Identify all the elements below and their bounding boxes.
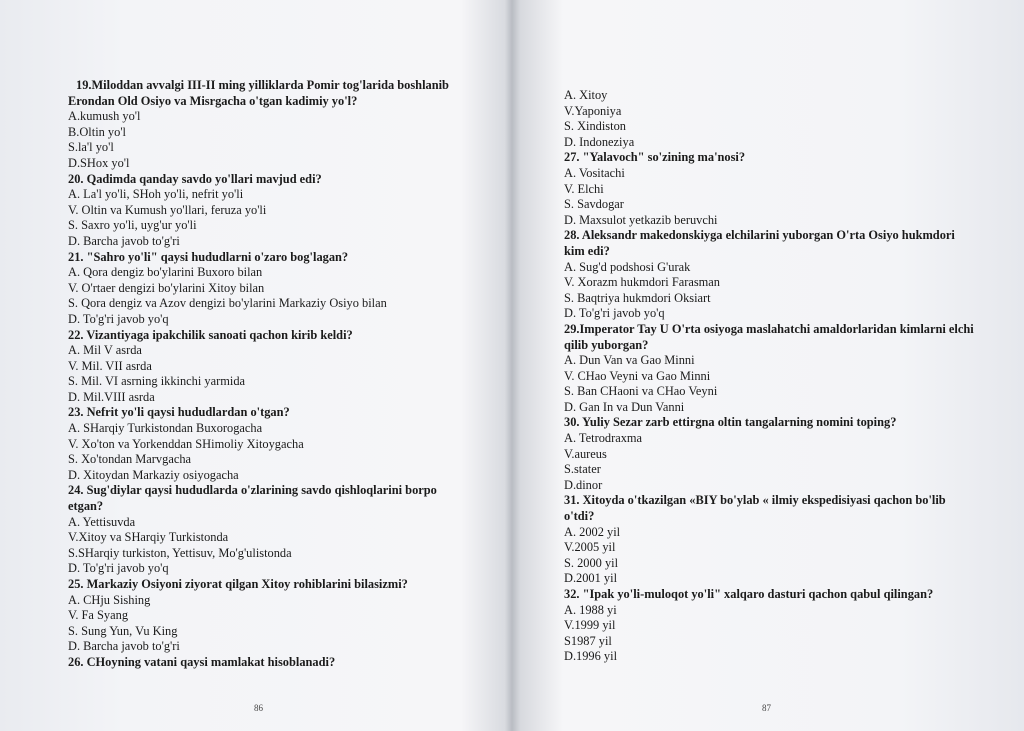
question-title: 21. "Sahro yo'li" qaysi hududlarni o'zaro bog'lagan? bbox=[68, 249, 349, 264]
answer-option: D. Xitoydan Markaziy osiyogacha bbox=[68, 467, 239, 482]
answer-option: V.Xitoy va SHarqiy Turkistonda bbox=[68, 530, 229, 545]
question-title: 20. Qadimda qanday savdo yo'llari mavjud edi? bbox=[68, 171, 322, 186]
question-title: 19.Miloddan avvalgi III-II ming yilliklarda Pomir tog'larida boshlanib Erondan Old Osiyo va Misrgacha o'tgan kadimiy yo'l? bbox=[68, 78, 449, 108]
answer-option: V. O'rtaer dengizi bo'ylarini Xitoy bilan bbox=[68, 280, 265, 295]
question-title: 26. CHoyning vatani qaysi mamlakat hisoblanadi? bbox=[68, 654, 336, 669]
answer-option: A. Sug'd podshosi G'urak bbox=[564, 259, 691, 274]
answer-option: V. Xorazm hukmdori Farasman bbox=[564, 275, 721, 290]
answer-option: S.stater bbox=[564, 462, 601, 477]
answer-option: A. Mil V asrda bbox=[68, 343, 142, 358]
answer-option: A. Qora dengiz bo'ylarini Buxoro bilan bbox=[68, 265, 263, 280]
answer-option: D.dinor bbox=[564, 477, 603, 492]
answer-option: A. Xitoy bbox=[564, 88, 608, 102]
answer-option: A. Dun Van va Gao Minni bbox=[564, 353, 695, 368]
answer-option: A. CHju Sishing bbox=[68, 592, 151, 607]
left-page-content bbox=[68, 78, 468, 671]
answer-option: S. Baqtriya hukmdori Oksiart bbox=[564, 290, 711, 305]
answer-option: D. Barcha javob to'g'ri bbox=[68, 233, 180, 248]
answer-option: A. Vositachi bbox=[564, 165, 625, 180]
answer-option: A. SHarqiy Turkistondan Buxorogacha bbox=[68, 421, 263, 436]
answer-option: D. To'g'ri javob yo'q bbox=[68, 561, 169, 576]
answer-option: V.2005 yil bbox=[564, 540, 616, 555]
answer-option: S. Saxro yo'li, uyg'ur yo'li bbox=[68, 218, 197, 233]
answer-option: S. Xo'tondan Marvgacha bbox=[68, 452, 192, 467]
answer-option: D.SHox yo'l bbox=[68, 155, 130, 170]
page-number-right: 87 bbox=[762, 703, 771, 713]
answer-option: S. Sung Yun, Vu King bbox=[68, 623, 178, 638]
answer-option: S.la'l yo'l bbox=[68, 140, 114, 155]
question-title: 22. Vizantiyaga ipakchilik sanoati qachon kirib keldi? bbox=[68, 327, 353, 342]
answer-option: A. La'l yo'li, SHoh yo'li, nefrit yo'li bbox=[68, 187, 244, 202]
answer-option: S. Ban CHaoni va CHao Veyni bbox=[564, 384, 718, 399]
question-title: 29.Imperator Tay U O'rta osiyoga maslahatchi amaldorlaridan kimlarni elchi qilib yuborgan? bbox=[564, 321, 974, 352]
answer-option: V.aureus bbox=[564, 446, 607, 461]
question-title: 27. "Yalavoch" so'zining ma'nosi? bbox=[564, 150, 746, 165]
answer-option: S.SHarqiy turkiston, Yettisuv, Mo'g'ulistonda bbox=[68, 545, 292, 560]
answer-option: S. Savdogar bbox=[564, 197, 624, 212]
answer-option: V. CHao Veyni va Gao Minni bbox=[564, 368, 711, 383]
answer-option: V. Elchi bbox=[564, 181, 604, 196]
answer-option: A. Tetrodraxma bbox=[564, 431, 643, 446]
answer-option: D. Gan In va Dun Vanni bbox=[564, 399, 685, 414]
answer-option: A. Yettisuvda bbox=[68, 514, 136, 529]
page-number-left: 86 bbox=[254, 703, 263, 713]
answer-option: S. Xindiston bbox=[564, 119, 626, 134]
answer-option: D. To'g'ri javob yo'q bbox=[564, 306, 665, 321]
answer-option: D.2001 yil bbox=[564, 571, 618, 586]
answer-option: D. Mil.VIII asrda bbox=[68, 389, 155, 404]
answer-option: D. Barcha javob to'g'ri bbox=[68, 639, 180, 654]
answer-option: V. Fa Syang bbox=[68, 608, 129, 623]
answer-option: V. Mil. VII asrda bbox=[68, 358, 152, 373]
answer-option: D. To'g'ri javob yo'q bbox=[68, 311, 169, 326]
question-title: 28. Aleksandr makedonskiyga elchilarini yuborgan O'rta Osiyo hukmdori kim edi? bbox=[564, 228, 955, 258]
question-title: 24. Sug'diylar qaysi hududlarda o'zlarining savdo qishloqlarini borpo etgan? bbox=[68, 483, 437, 514]
right-page bbox=[512, 0, 1024, 731]
question-title: 30. Yuliy Sezar zarb ettirgna oltin tangalarning nomini toping? bbox=[564, 415, 897, 430]
answer-option: V.1999 yil bbox=[564, 618, 616, 633]
answer-option: A. 2002 yil bbox=[564, 524, 621, 539]
question-title: 25. Markaziy Osiyoni ziyorat qilgan Xitoy rohiblarini bilasizmi? bbox=[68, 577, 408, 591]
answer-option: V.Yaponiya bbox=[564, 103, 622, 118]
answer-option: S. Qora dengiz va Azov dengizi bo'ylarini Markaziy Osiyo bilan bbox=[68, 296, 387, 311]
answer-option: A. 1988 yi bbox=[564, 602, 617, 617]
right-page-content bbox=[564, 88, 974, 665]
answer-option: D. Indoneziya bbox=[564, 134, 635, 149]
question-title: 31. Xitoyda o'tkazilgan «BIY bo'ylab « ilmiy ekspedisiyasi qachon bo'lib o'tdi? bbox=[564, 493, 946, 524]
answer-option: S. Mil. VI asrning ikkinchi yarmida bbox=[68, 374, 246, 389]
question-title: 32. "Ipak yo'li-muloqot yo'li" xalqaro dasturi qachon qabul qilingan? bbox=[564, 587, 934, 601]
answer-option: V. Xo'ton va Yorkenddan SHimoliy Xitoygacha bbox=[68, 436, 304, 451]
answer-option: V. Oltin va Kumush yo'llari, feruza yo'li bbox=[68, 202, 267, 217]
answer-option: S1987 yil bbox=[564, 633, 612, 648]
answer-option: A.kumush yo'l bbox=[68, 109, 141, 124]
answer-option: S. 2000 yil bbox=[564, 555, 619, 570]
answer-option: D.1996 yil bbox=[564, 649, 618, 664]
answer-option: B.Oltin yo'l bbox=[68, 124, 126, 139]
answer-option: D. Maxsulot yetkazib beruvchi bbox=[564, 212, 718, 227]
question-title: 23. Nefrit yo'li qaysi hududlardan o'tgan? bbox=[68, 405, 290, 420]
